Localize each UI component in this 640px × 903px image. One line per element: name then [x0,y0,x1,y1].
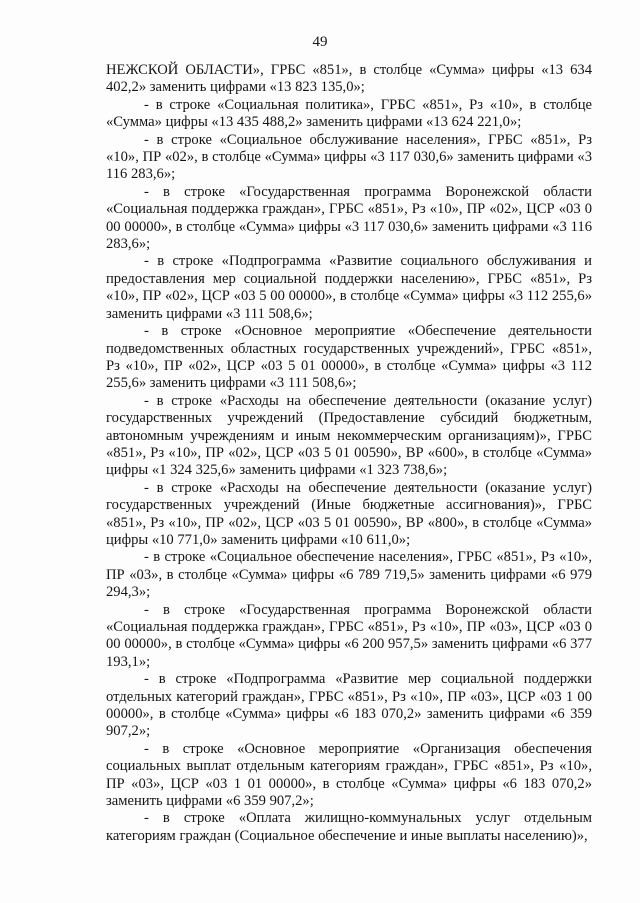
paragraph: - в строке «Социальное обеспечение населения», ГРБС «851», Рз «10», ПР «03», в столбце «Сумма» цифры «6 789 719,5» заменить цифрами «6 979 294,3»; [106,549,592,601]
paragraph: - в строке «Государственная программа Воронежской области «Социальная поддержка граждан», ГРБС «851», Рз «10», ПР «03», ЦСР «03 0 00 00000», в столбце «Сумма» цифры «6 200 957,5» заменить цифрами «6 377 193,1»; [106,601,592,670]
paragraph: - в строке «Расходы на обеспечение деятельности (оказание услуг) государственных учреждений (Иные бюджетные ассигнования)», ГРБС «851», Рз «10», ПР «02», ЦСР «03 5 01 00590», ВР «800», в столбце «Сумма» цифры «10 771,0» заменить цифрами «10 611,0»; [106,479,592,548]
paragraph: - в строке «Государственная программа Воронежской области «Социальная поддержка граждан», ГРБС «851», Рз «10», ПР «02», ЦСР «03 0 00 00000», в столбце «Сумма» цифры «3 117 030,6» заменить цифрами «3 116 283,6»; [106,183,592,253]
paragraph: - в строке «Основное мероприятие «Обеспечение деятельности подведомственных областных государственных учреждений», ГРБС «851», Рз «10», ПР «02», ЦСР «03 5 01 00000», в столбце «Сумма» цифры «3 112 255,6» заменить цифрами «3 111 508,6»; [106,323,592,392]
paragraph: - в строке «Основное мероприятие «Организация обеспечения социальных выплат отдельным категориям граждан», ГРБС «851», Рз «10», ПР «03», ЦСР «03 1 01 00000», в столбце «Сумма» цифры «6 183 070,2» заменить цифрами «6 359 907,2»; [106,740,592,810]
document-body [106,62,592,845]
paragraph: - в строке «Подпрограмма «Развитие мер социальной поддержки отдельных категорий граждан», ГРБС «851», Рз «10», ПР «03», ЦСР «03 1 00 00000», в столбце «Сумма» цифры «6 183 070,2» заменить цифрами «6 359 907,2»; [106,671,592,740]
paragraph: - в строке «Социальное обслуживание населения», ГРБС «851», Рз «10», ПР «02», в столбце «Сумма» цифры «3 117 030,6» заменить цифрами «3 116 283,6»; [106,131,592,183]
paragraph: НЕЖСКОЙ ОБЛАСТИ», ГРБС «851», в столбце «Сумма» цифры «13 634 402,2» заменить цифрами «13 823 135,0»; [106,62,592,96]
paragraph: - в строке «Социальная политика», ГРБС «851», Рз «10», в столбце «Сумма» цифры «13 435 488,2» заменить цифрами «13 624 221,0»; [106,96,592,131]
paragraph: - в строке «Оплата жилищно-коммунальных услуг отдельным категориям граждан (Социальное обеспечение и иные выплаты населению)», [106,810,592,844]
paragraph: - в строке «Подпрограмма «Развитие социального обслуживания и предоставления мер социальной поддержки населению», ГРБС «851», Рз «10», ПР «02», ЦСР «03 5 00 00000», в столбце «Сумма» цифры «3 112 255,6» заменить цифрами «3 111 508,6»; [106,253,592,322]
page-number: 49 [312,34,328,50]
paragraph: - в строке «Расходы на обеспечение деятельности (оказание услуг) государственных учреждений (Предоставление субсидий бюджетным, автономным учреждениям и иным некоммерческим организациям)», ГРБС «851», Рз «10», ПР «02», ЦСР «03 5 01 00590», ВР «600», в столбце «Сумма» цифры «1 324 325,6» заменить цифрами «1 323 738,6»; [106,392,592,479]
